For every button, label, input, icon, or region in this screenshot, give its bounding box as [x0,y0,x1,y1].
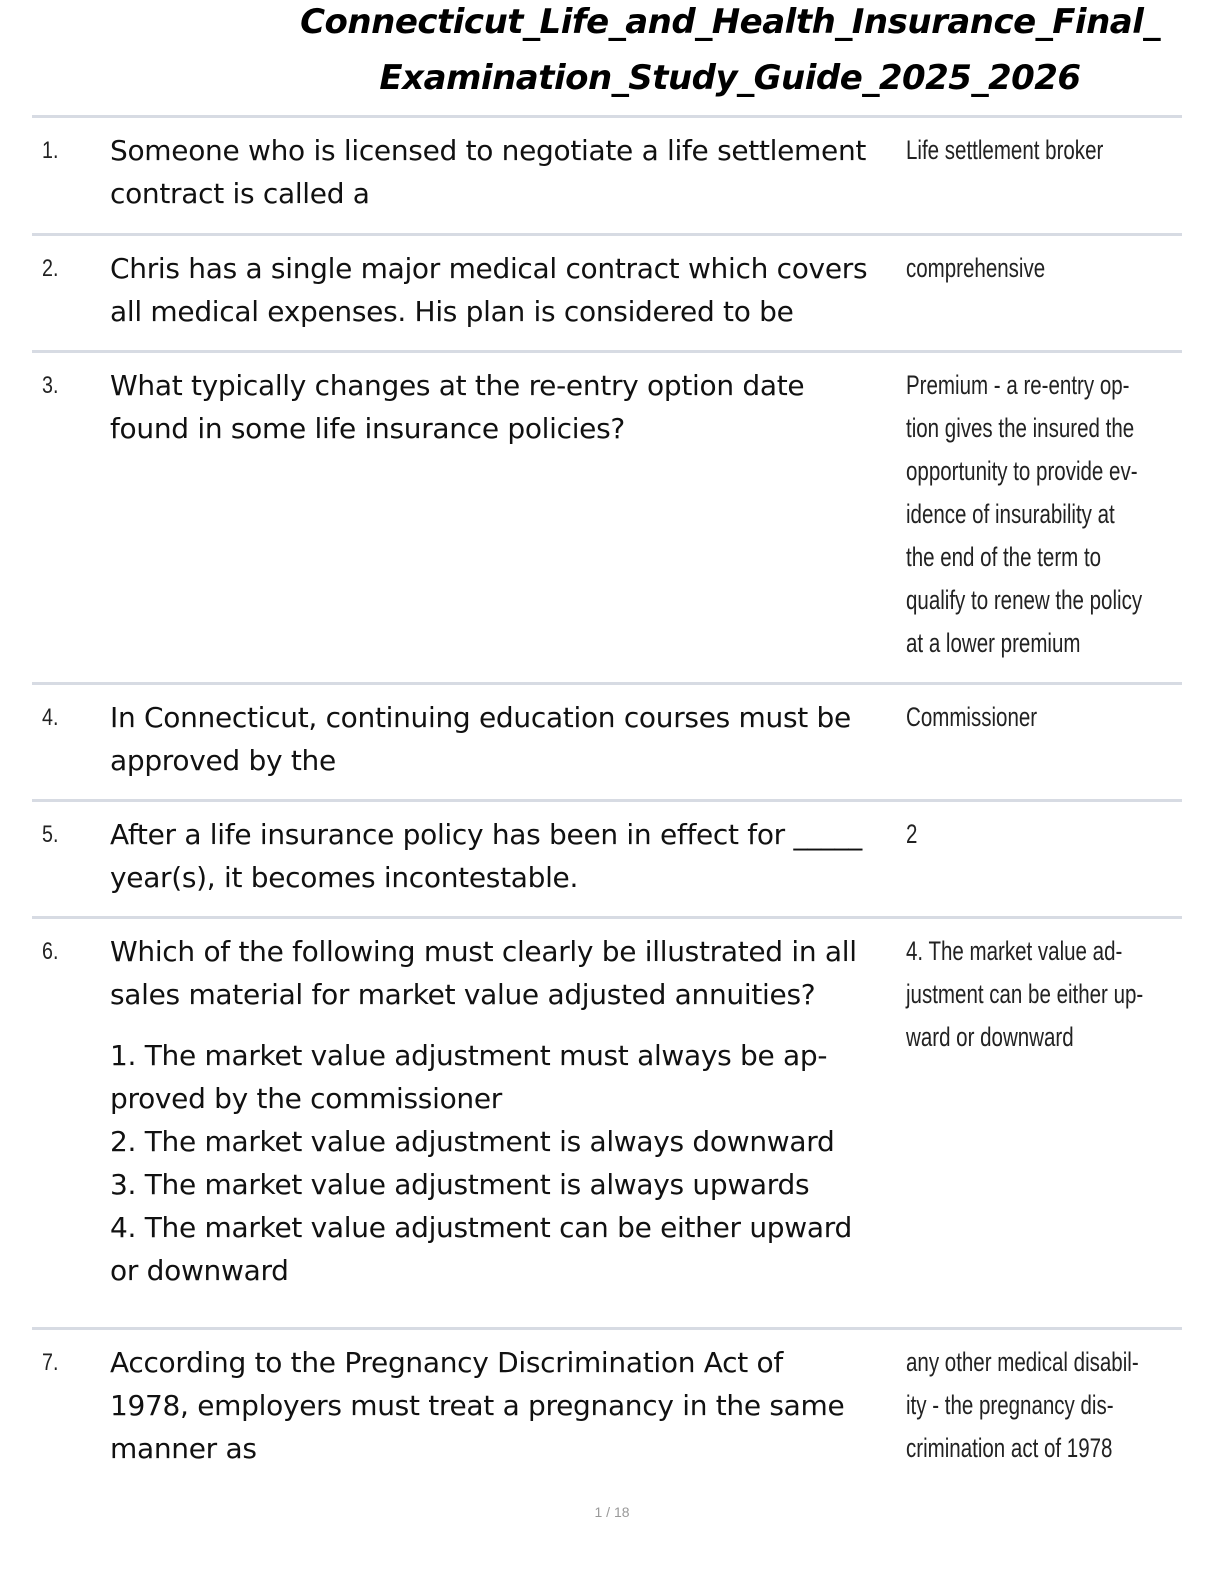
answer-line: opportunity to provide ev- [906,456,1138,486]
question-line: found in some life insurance policies? [110,412,625,445]
question-line: After a life insurance policy has been in effect for _____ [110,818,862,851]
question-line: year(s), it becomes incontestable. [110,861,579,894]
question-line: What typically changes at the re-entry option date [110,369,805,402]
answer-line: idence of insurability at [906,499,1115,529]
answer-line: 2 [906,819,918,849]
answer-line: at a lower premium [906,628,1081,658]
question-text [110,364,910,450]
answer-line: Life settlement broker [906,135,1104,165]
answer-line: 4. The market value ad- [906,936,1123,966]
option-line: 1. The market value adjustment must always be ap- [110,1039,828,1072]
option-line: 2. The market value adjustment is always downward [110,1125,835,1158]
document-title-line-2: Examination_Study_Guide_2025_2026 [379,58,1081,98]
card-number: 2. [42,255,59,282]
card-number: 7. [42,1349,59,1376]
question-text [110,1341,910,1470]
question-line: 1978, employers must treat a pregnancy in the same [110,1389,845,1422]
divider [32,233,1182,236]
answer-line: the end of the term to [906,542,1102,572]
question-line: approved by the [110,744,336,777]
question-text [110,129,910,215]
answer-text [906,813,1157,856]
answer-line: justment can be either up- [906,979,1144,1009]
option-line: 3. The market value adjustment is always upwards [110,1168,810,1201]
answer-text [906,129,1157,172]
answer-text [906,247,1157,290]
answer-line: ward or downward [906,1022,1074,1052]
answer-line: crimination act of 1978 [906,1433,1113,1463]
question-line: Someone who is licensed to negotiate a life settlement [110,134,867,167]
question-line: According to the Pregnancy Discrimination Act of [110,1346,783,1379]
card-number: 1. [42,137,59,164]
question-line: Chris has a single major medical contract which covers [110,252,868,285]
divider [32,682,1182,685]
option-line: proved by the commissioner [110,1082,502,1115]
option-line: 4. The market value adjustment can be either upward [110,1211,852,1244]
answer-text [906,1341,1157,1470]
question-line: sales material for market value adjusted annuities? [110,978,816,1011]
divider [32,916,1182,919]
question-text [110,247,910,333]
page-indicator: 1 / 18 [594,1504,630,1520]
question-text [110,930,910,1292]
card-number: 3. [42,372,59,399]
question-line: manner as [110,1432,257,1465]
answer-line: tion gives the insured the [906,413,1135,443]
answer-text [906,930,1157,1059]
divider [32,1327,1182,1330]
divider [32,115,1182,118]
question-line: all medical expenses. His plan is considered to be [110,295,794,328]
card-number: 5. [42,821,59,848]
answer-text [906,696,1157,739]
divider [32,799,1182,802]
answer-line: qualify to renew the policy [906,585,1143,615]
answer-line: any other medical disabil- [906,1347,1139,1377]
answer-line: Premium - a re-entry op- [906,370,1130,400]
question-line: In Connecticut, continuing education courses must be [110,701,851,734]
question-text [110,813,910,899]
question-line: contract is called a [110,177,370,210]
answer-text [906,364,1157,665]
answer-options [110,1034,910,1292]
document-title-line-1: Connecticut_Life_and_Health_Insurance_Final_ [300,2,1160,42]
question-line: Which of the following must clearly be illustrated in all [110,935,857,968]
answer-line: comprehensive [906,253,1046,283]
card-number: 6. [42,938,59,965]
card-number: 4. [42,704,59,731]
answer-line: ity - the pregnancy dis- [906,1390,1114,1420]
question-text [110,696,910,782]
answer-line: Commissioner [906,702,1038,732]
divider [32,350,1182,353]
option-line: or downward [110,1254,289,1287]
